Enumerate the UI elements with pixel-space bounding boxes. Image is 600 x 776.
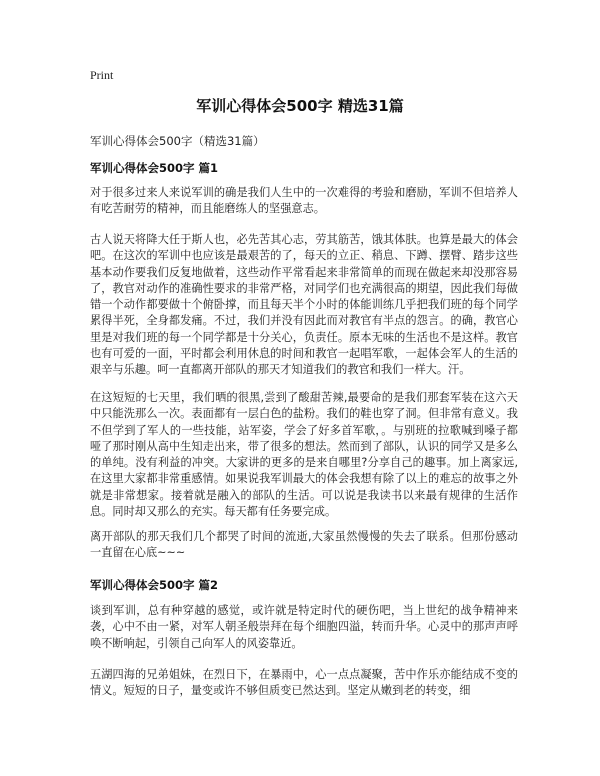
print-label: Print [90, 68, 114, 82]
paragraph-1-1: 对于很多过来人来说军训的确是我们人生中的一次难得的考验和磨励，军训不但培养人有吃苦耐劳的精神，而且能磨练人的坚强意志。 [90, 186, 518, 216]
document-subtitle: 军训心得体会500字（精选31篇） [90, 134, 265, 148]
paragraph-1-3: 在这短短的七天里，我们晒的很黑,尝到了酸甜苦辣,最要命的是我们那套军装在这六天中只能洗那么一次。表面都有一层白色的盐粉。我们的鞋也穿了洞。但非常有意义。我不但学到了军人的一些技能，站军姿，学会了好多首军歌，。与别班的拉歌喊到嗓子都哑了那时刚从高中生知走出来，带了很多的想法。然而到了部队，认识的同学又是多么的单纯。没有利益的冲突。大家讲的更多的是来自哪里?分享自己的趣事。加上离家远,在这里大家都非常重感情。如果说我军训最大的体会我想有除了以上的难忘的故事之外就是非常想家。接着就是融入的部队的生活。可以说是我读书以来最有规律的生活作息。同时却又那么的充实。每天都有任务要完成。 [90, 391, 518, 519]
paragraph-1-2: 古人说天将降大任于斯人也，必先苦其心志，劳其筋苦，饿其体肤。也算是最大的体会吧。在这次的军训中也应该是最艰苦的了，每天的立正、稍息、下蹲、摆臂、踏步这些基本动作要我们反复地做着，这些动作平常看起来非常简单的而现在做起来却没那容易了，教官对动作的准确性要求的非常严格，对同学们也充满很高的期望，因此我们每做错一个动作都要做十个俯卧撑，而且每天半个小时的体能训练几乎把我们班的每个同学累得半死，全身都发痛。不过，我们并没有因此而对教官有半点的怨言。的确，教官心里是对我们班的每一个同学都是十分关心，负责任。原本无味的生活也不是这样。教官也有可爱的一面，平时都会利用休息的时间和教官一起唱军歌，一起体会军人的生活的艰辛与乐趣。呵一直都离开部队的那天才知道我们的教官和我们一样大。汗。 [90, 233, 518, 377]
paragraph-1-4: 离开部队的那天我们几个都哭了时间的流逝,大家虽然慢慢的失去了联系。但那份感动一直留在心底~~~ [90, 530, 518, 560]
paragraph-2-2: 五湖四海的兄弟姐妹，在烈日下，在暴雨中，心一点点凝聚，苦中作乐亦能结成不变的情义。短短的日子，量变或许不够但质变已然达到。坚定从嫩到老的转变，细 [90, 668, 518, 698]
paragraph-2-1: 谈到军训，总有种穿越的感觉，或许就是特定时代的硬伤吧，当上世纪的战争精神来袭，心中不由一紧，对军人朝圣般崇拜在每个细胞四溢，转而升华。心灵中的那声声呼唤不断响起，引领自己向军人的风姿靠近。 [90, 604, 518, 650]
section-heading-2: 军训心得体会500字 篇2 [90, 578, 219, 592]
section-heading-1: 军训心得体会500字 篇1 [90, 161, 219, 175]
document-title: 军训心得体会500字 精选31篇 [196, 97, 404, 115]
